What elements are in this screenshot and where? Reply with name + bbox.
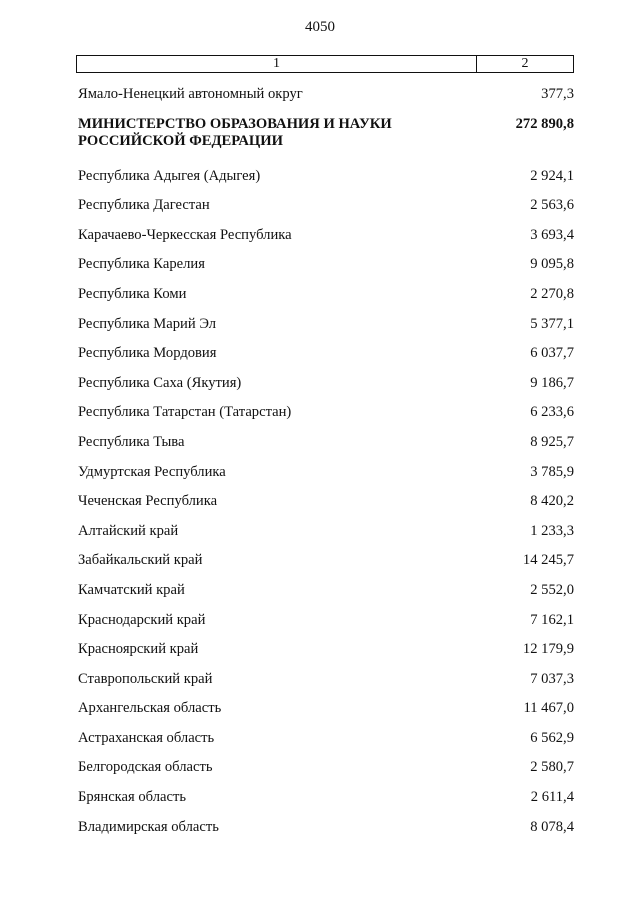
row-name: Камчатский край — [78, 581, 185, 598]
row-value: 7 162,1 — [530, 611, 574, 628]
row-value: 2 270,8 — [530, 285, 574, 302]
table-row — [78, 371, 574, 401]
row-name: Республика Адыгея (Адыгея) — [78, 167, 261, 184]
column-header-1: 1 — [77, 56, 477, 72]
row-name: Удмуртская Республика — [78, 463, 226, 480]
row-name: Ямало-Ненецкий автономный округ — [78, 86, 303, 102]
row-value: 12 179,9 — [522, 641, 574, 658]
row-name: Республика Саха (Якутия) — [78, 374, 242, 391]
table-row — [78, 815, 574, 845]
row-value: 8 078,4 — [530, 818, 574, 835]
row-value: 9 095,8 — [530, 256, 574, 273]
row-value: 3 693,4 — [530, 226, 574, 243]
row-name: Чеченская Республика — [78, 493, 218, 510]
row-name: Архангельская область — [78, 700, 222, 717]
page-number: 4050 — [305, 19, 335, 35]
row-name: Астраханская область — [78, 729, 215, 746]
row-value: 7 037,3 — [530, 670, 574, 687]
row-value: 6 037,7 — [530, 345, 574, 362]
table-row — [78, 430, 574, 460]
table-row — [78, 489, 574, 519]
table-row — [78, 726, 574, 756]
row-name: Республика Коми — [78, 285, 187, 302]
table-row — [78, 785, 574, 815]
row-value: 2 563,6 — [530, 197, 574, 214]
column-header-row — [76, 55, 574, 73]
table-row — [78, 282, 574, 312]
row-value: 1 233,3 — [530, 522, 574, 539]
row-value: 6 233,6 — [530, 404, 574, 421]
table-row — [78, 578, 574, 608]
table-row — [78, 223, 574, 253]
table-row — [78, 252, 574, 282]
table-row — [78, 341, 574, 371]
row-value: 2 611,4 — [530, 789, 574, 806]
row-name: Краснодарский край — [78, 611, 206, 628]
row-name: Ставропольский край — [78, 670, 213, 687]
row-name: МИНИСТЕРСТВО ОБРАЗОВАНИЯ И НАУКИ РОССИЙСКОЙ ФЕДЕРАЦИИ — [78, 115, 392, 149]
row-name: Забайкальский край — [78, 552, 203, 569]
table-row — [78, 164, 574, 194]
row-name: Карачаево-Черкесская Республика — [78, 226, 292, 243]
row-value: 8 420,2 — [530, 493, 574, 510]
row-name: Республика Карелия — [78, 256, 205, 273]
table-row — [78, 519, 574, 549]
row-name: Республика Татарстан (Татарстан) — [78, 404, 292, 421]
row-name: Республика Марий Эл — [78, 315, 217, 332]
table-row — [78, 755, 574, 785]
table-row — [78, 400, 574, 430]
table-row — [78, 696, 574, 726]
table-row — [78, 82, 574, 112]
budget-table — [78, 82, 574, 844]
row-name: Республика Тыва — [78, 433, 185, 450]
row-value: 2 924,1 — [530, 167, 574, 184]
table-row — [78, 548, 574, 578]
row-value: 14 245,7 — [522, 552, 574, 569]
row-value: 8 925,7 — [530, 433, 574, 450]
row-name: Красноярский край — [78, 641, 199, 658]
table-row — [78, 608, 574, 638]
row-value: 6 562,9 — [530, 729, 574, 746]
row-value: 2 580,7 — [530, 759, 574, 776]
row-name: Белгородская область — [78, 759, 213, 776]
row-value: 9 186,7 — [530, 374, 574, 391]
row-value: 3 785,9 — [530, 463, 574, 480]
row-name: Брянская область — [78, 789, 187, 806]
row-value: 5 377,1 — [530, 315, 574, 332]
section-heading-row — [78, 112, 574, 164]
row-value: 11 467,0 — [523, 700, 574, 717]
table-row — [78, 667, 574, 697]
row-name: Республика Мордовия — [78, 345, 217, 362]
table-row — [78, 193, 574, 223]
row-name: Владимирская область — [78, 818, 219, 835]
row-name: Республика Дагестан — [78, 197, 210, 214]
table-row — [78, 637, 574, 667]
table-row — [78, 312, 574, 342]
row-value: 2 552,0 — [530, 581, 574, 598]
row-value: 377,3 — [541, 86, 574, 102]
row-value: 272 890,8 — [515, 115, 574, 132]
row-name: Алтайский край — [78, 522, 179, 539]
column-header-2: 2 — [521, 56, 529, 71]
table-row — [78, 460, 574, 490]
